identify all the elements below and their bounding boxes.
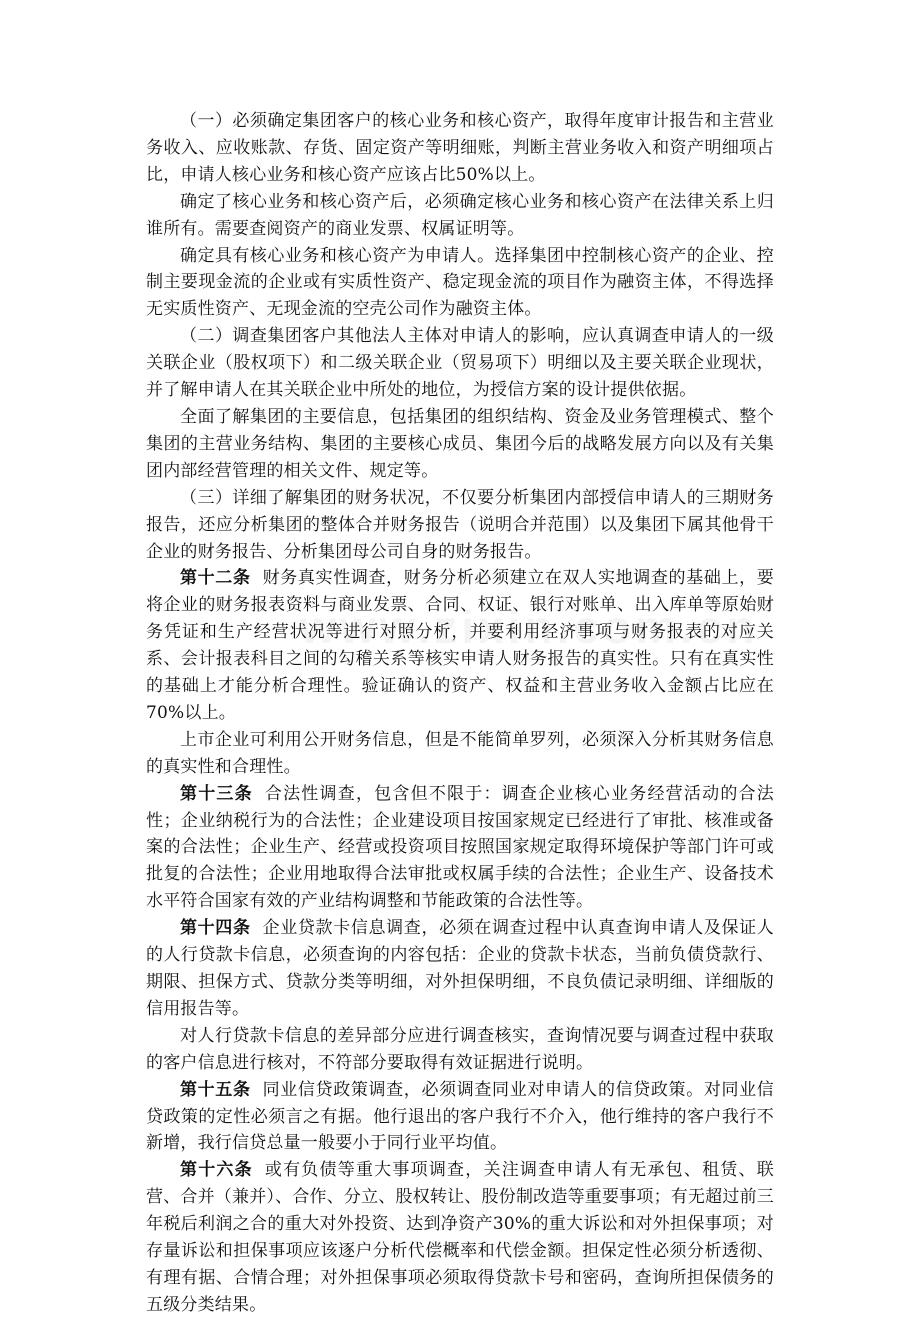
article-text: 财务真实性调查，财务分析必须建立在双人实地调查的基础上，要将企业的财务报表资料与商业发票、合同、权证、银行对账单、出入库单等原始财务凭证和生产经营状况等进行对照分析，并要利用经济事项与财务报表的对应关系、会计报表科目之间的勾稽关系等核实申请人财务报告的真实性。只有在真实性的基础上才能分析合理性。验证确认的资产、权益和主营业务收入金额占比应在70%以上。 xyxy=(146,568,774,723)
article-heading: 第十五条 xyxy=(180,1079,251,1100)
paragraph-text: 确定具有核心业务和核心资产为申请人。选择集团中控制核心资产的企业、控制主要现金流的企业或有实质性资产、稳定现金流的项目作为融资主体，不得选择无实质性资产、无现金流的空壳公司作为融资主体。 xyxy=(146,245,774,320)
paragraph-text: （一）必须确定集团客户的核心业务和核心资产，取得年度审计报告和主营业务收入、应收账款、存货、固定资产等明细账，判断主营业务收入和资产明细项占比，申请人核心业务和核心资产应该占比50%以上。 xyxy=(146,111,774,185)
paragraph-6 xyxy=(146,485,774,566)
paragraph-text: （三）详细了解集团的财务状况，不仅要分析集团内部授信申请人的三期财务报告，还应分析集团的整体合并财务报告（说明合并范围）以及集团下属其他骨干企业的财务报告、分析集团母公司自身的财务报告。 xyxy=(146,487,774,562)
paragraph-1 xyxy=(146,108,774,189)
article-12 xyxy=(146,565,774,726)
article-13 xyxy=(146,781,774,916)
paragraph-8 xyxy=(146,727,774,781)
paragraph-text: 确定了核心业务和核心资产后，必须确定核心业务和核心资产在法律关系上归谁所有。需要查阅资产的商业发票、权属证明等。 xyxy=(146,191,774,239)
paragraph-2 xyxy=(146,189,774,243)
paragraph-11 xyxy=(146,1023,774,1077)
article-15 xyxy=(146,1077,774,1158)
paragraph-text: 对人行贷款卡信息的差异部分应进行调查核实，查询情况要与调查过程中获取的客户信息进行核对，不符部分要取得有效证据进行说明。 xyxy=(146,1025,774,1073)
article-text: 或有负债等重大事项调查，关注调查申请人有无承包、租赁、联营、合并（兼并）、合作、分立、股权转让、股份制改造等重要事项；有无超过前三年税后利润之合的重大对外投资、达到净资产30%的重大诉讼和对外担保事项；对存量诉讼和担保事项应该逐户分析代偿概率和代偿金额。担保定性必须分析透彻、有理有据、合情合理；对外担保事项必须取得贷款卡号和密码，查询所担保债务的五级分类结果。 xyxy=(146,1160,774,1315)
document-body xyxy=(146,108,774,1319)
article-text: 企业贷款卡信息调查，必须在调查过程中认真查询申请人及保证人的人行贷款卡信息，必须查询的内容包括：企业的贷款卡状态，当前负债贷款行、期限、担保方式、贷款分类等明细，对外担保明细，不良负债记录明细、详细版的信用报告等。 xyxy=(146,918,774,1019)
paragraph-3 xyxy=(146,243,774,324)
paragraph-5 xyxy=(146,404,774,485)
article-16 xyxy=(146,1157,774,1318)
paragraph-text: 全面了解集团的主要信息，包括集团的组织结构、资金及业务管理模式、整个集团的主营业务结构、集团的主要核心成员、集团今后的战略发展方向以及有关集团内部经营管理的相关文件、规定等。 xyxy=(146,406,774,481)
article-heading: 第十六条 xyxy=(180,1160,253,1181)
article-text: 同业信贷政策调查，必须调查同业对申请人的信贷政策。对同业信贷政策的定性必须言之有据。他行退出的客户我行不介入，他行维持的客户我行不新增，我行信贷总量一般要小于同行业平均值。 xyxy=(146,1079,774,1154)
paragraph-text: 上市企业可利用公开财务信息，但是不能简单罗列，必须深入分析其财务信息的真实性和合理性。 xyxy=(146,729,774,777)
paragraph-4 xyxy=(146,323,774,404)
article-heading: 第十三条 xyxy=(180,783,253,804)
article-text: 合法性调查，包含但不限于：调查企业核心业务经营活动的合法性；企业纳税行为的合法性；企业建设项目按国家规定已经进行了审批、核准或备案的合法性；企业生产、经营或投资项目按照国家规定取得环境保护等部门许可或批复的合法性；企业用地取得合法审批或权属手续的合法性；企业生产、设备技术水平符合国家有效的产业结构调整和节能政策的合法性等。 xyxy=(146,783,774,912)
article-14 xyxy=(146,915,774,1023)
article-heading: 第十二条 xyxy=(180,568,251,589)
paragraph-text: （二）调查集团客户其他法人主体对申请人的影响，应认真调查申请人的一级关联企业（股权项下）和二级关联企业（贸易项下）明细以及主要关联企业现状，并了解申请人在其关联企业中所处的地位，为授信方案的设计提供依据。 xyxy=(146,326,774,401)
article-heading: 第十四条 xyxy=(180,918,251,939)
